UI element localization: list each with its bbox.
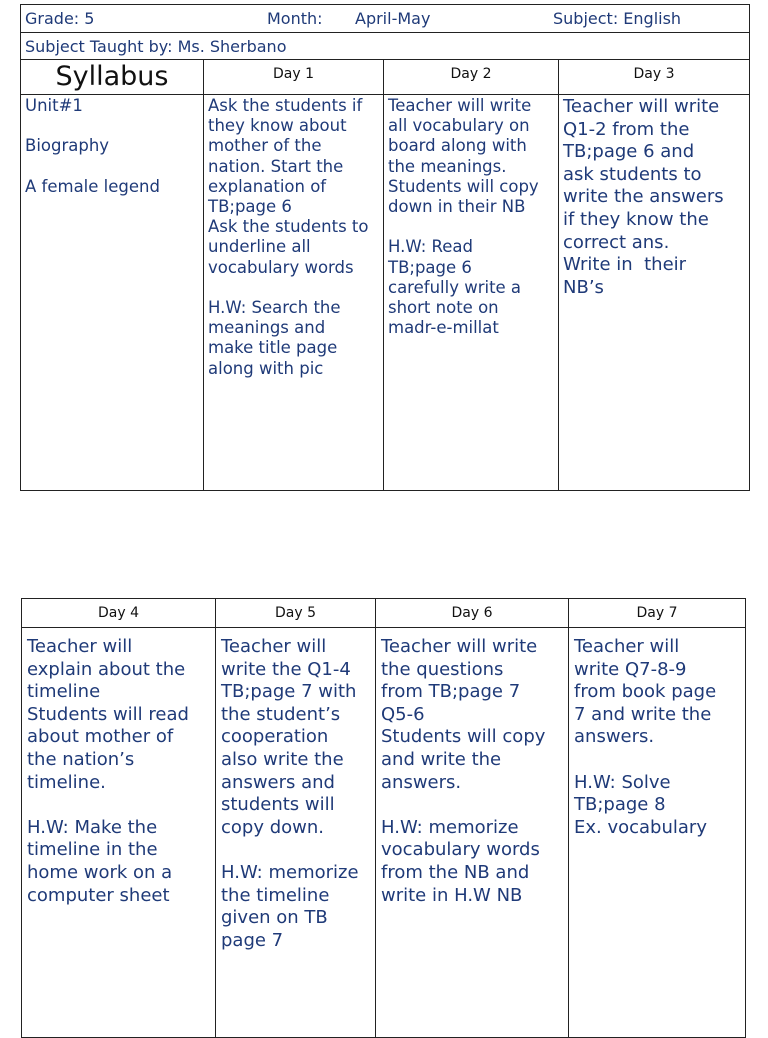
month-value: April-May <box>355 9 431 28</box>
day-header: Day 2 <box>384 60 559 95</box>
lesson-cell: Teacher will explain about the timeline Students will read about mother of the nation’s timeline. H.W: Make the timeline in the home work on a computer sheet <box>22 628 216 1038</box>
header-row <box>21 5 750 33</box>
syllabus-heading: Syllabus <box>21 60 204 95</box>
lesson-cell: Teacher will write Q7-8-9 from book page 7 and write the answers. H.W: Solve TB;page 8 Ex. vocabulary <box>569 628 746 1038</box>
grade-label: Grade: 5 <box>25 9 95 28</box>
day-header: Day 7 <box>569 599 746 628</box>
day-header: Day 5 <box>216 599 376 628</box>
lesson-cell: Teacher will write the questions from TB;page 7 Q5-6 Students will copy and write the answers. H.W: memorize vocabulary words from the NB and write in H.W NB <box>376 628 569 1038</box>
weekly-plan-table-1 <box>20 4 750 491</box>
weekly-plan-table-2 <box>21 598 746 1038</box>
lesson-cell: Teacher will write all vocabulary on board along with the meanings. Students will copy down in their NB H.W: Read TB;page 6 carefully write a short note on madr-e-millat <box>384 95 559 491</box>
subject-label: Subject: English <box>553 9 682 28</box>
lesson-cell: Teacher will write the Q1-4 TB;page 7 with the student’s cooperation also write the answers and students will copy down. H.W: memorize the timeline given on TB page 7 <box>216 628 376 1038</box>
day-header: Day 6 <box>376 599 569 628</box>
lesson-cell: Ask the students if they know about mother of the nation. Start the explanation of TB;page 6 Ask the students to underline all vocabulary words H.W: Search the meanings and make title page along with pic <box>204 95 384 491</box>
taught-by-label: Subject Taught by: Ms. Sherbano <box>21 33 750 60</box>
lesson-cell: Teacher will write Q1-2 from the TB;page 6 and ask students to write the answers if they know the correct ans. Write in their NB’s <box>559 95 750 491</box>
day-header: Day 4 <box>22 599 216 628</box>
syllabus-cell: Unit#1 Biography A female legend <box>21 95 204 491</box>
day-header: Day 3 <box>559 60 750 95</box>
day-header: Day 1 <box>204 60 384 95</box>
month-label: Month: <box>267 9 323 28</box>
